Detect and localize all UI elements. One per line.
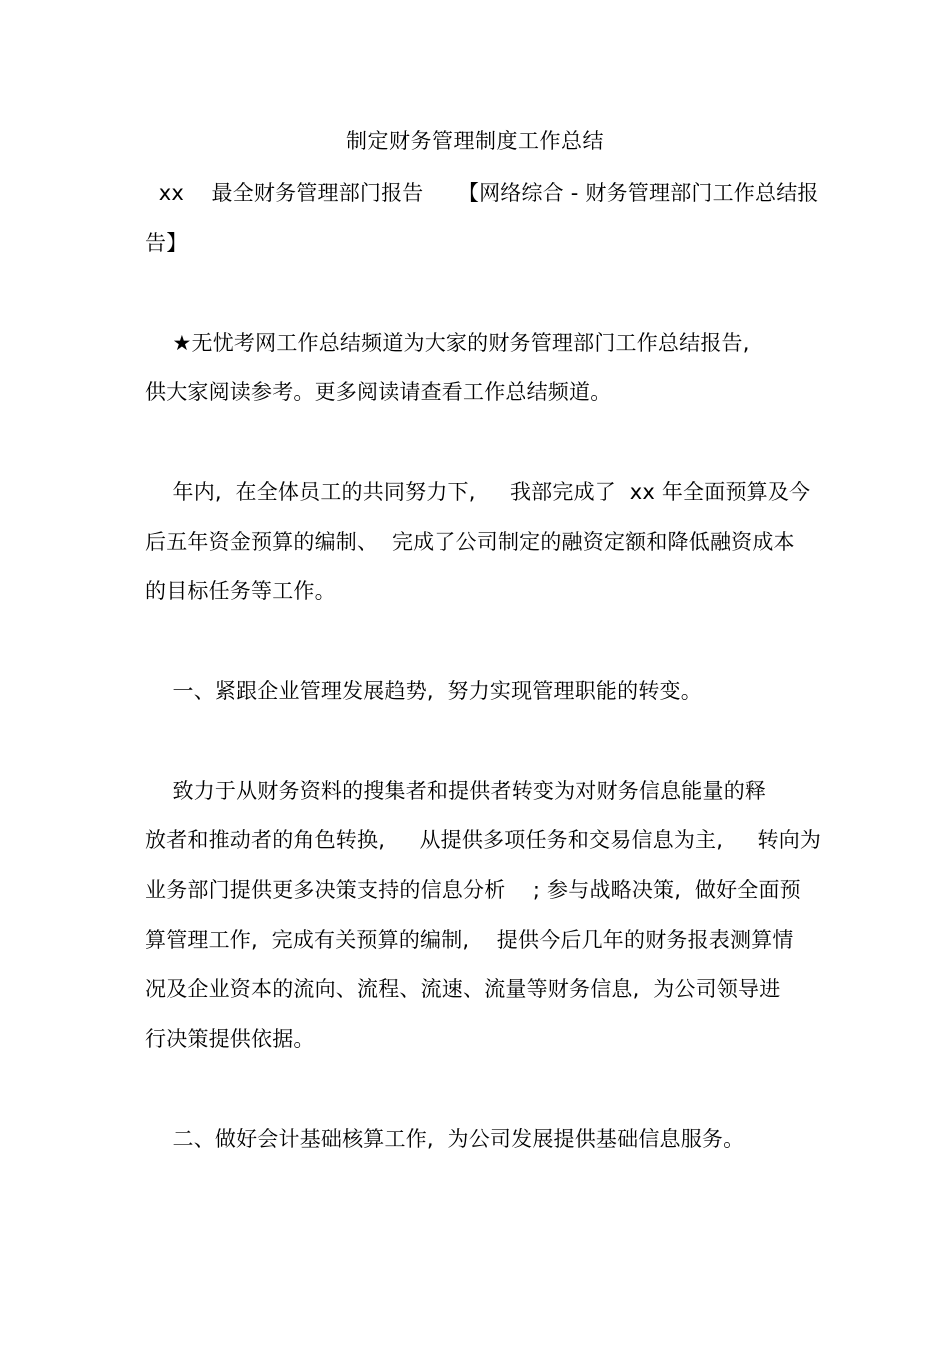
paragraph-line: 行决策提供依据。 (145, 1027, 315, 1051)
section-heading: 一、紧跟企业管理发展趋势, 努力实现管理职能的转变。 (145, 679, 702, 703)
paragraph-line: 算管理工作, 完成有关预算的编制, 提供今后几年的财务报表测算情 (145, 928, 794, 952)
paragraph-line: 的目标任务等工作。 (145, 579, 336, 603)
subtitle-line: xx 最全财务管理部门报告 【网络综合 - 财务管理部门工作总结报 (145, 181, 819, 205)
paragraph-line: 放者和推动者的角色转换, 从提供多项任务和交易信息为主, 转向为 (145, 828, 822, 852)
paragraph-line: 供大家阅读参考。更多阅读请查看工作总结频道。 (145, 380, 612, 404)
paragraph-line: ★无忧考网工作总结频道为大家的财务管理部门工作总结报告, (145, 331, 750, 355)
document-title: 制定财务管理制度工作总结 (346, 129, 604, 153)
subtitle-line: 告】 (145, 231, 188, 255)
paragraph-line: 年内, 在全体员工的共同努力下, 我部完成了 xx 年全面预算及今 (145, 480, 811, 504)
paragraph-line: 况及企业资本的流向、流程、流速、流量等财务信息, 为公司领导进 (145, 977, 781, 1001)
section-heading: 二、做好会计基础核算工作, 为公司发展提供基础信息服务。 (145, 1127, 745, 1151)
paragraph-line: 业务部门提供更多决策支持的信息分析 ; 参与战略决策, 做好全面预 (145, 878, 801, 902)
paragraph-line: 致力于从财务资料的搜集者和提供者转变为对财务信息能量的释 (145, 779, 767, 803)
paragraph-line: 后五年资金预算的编制、 完成了公司制定的融资定额和降低融资成本 (145, 530, 795, 554)
